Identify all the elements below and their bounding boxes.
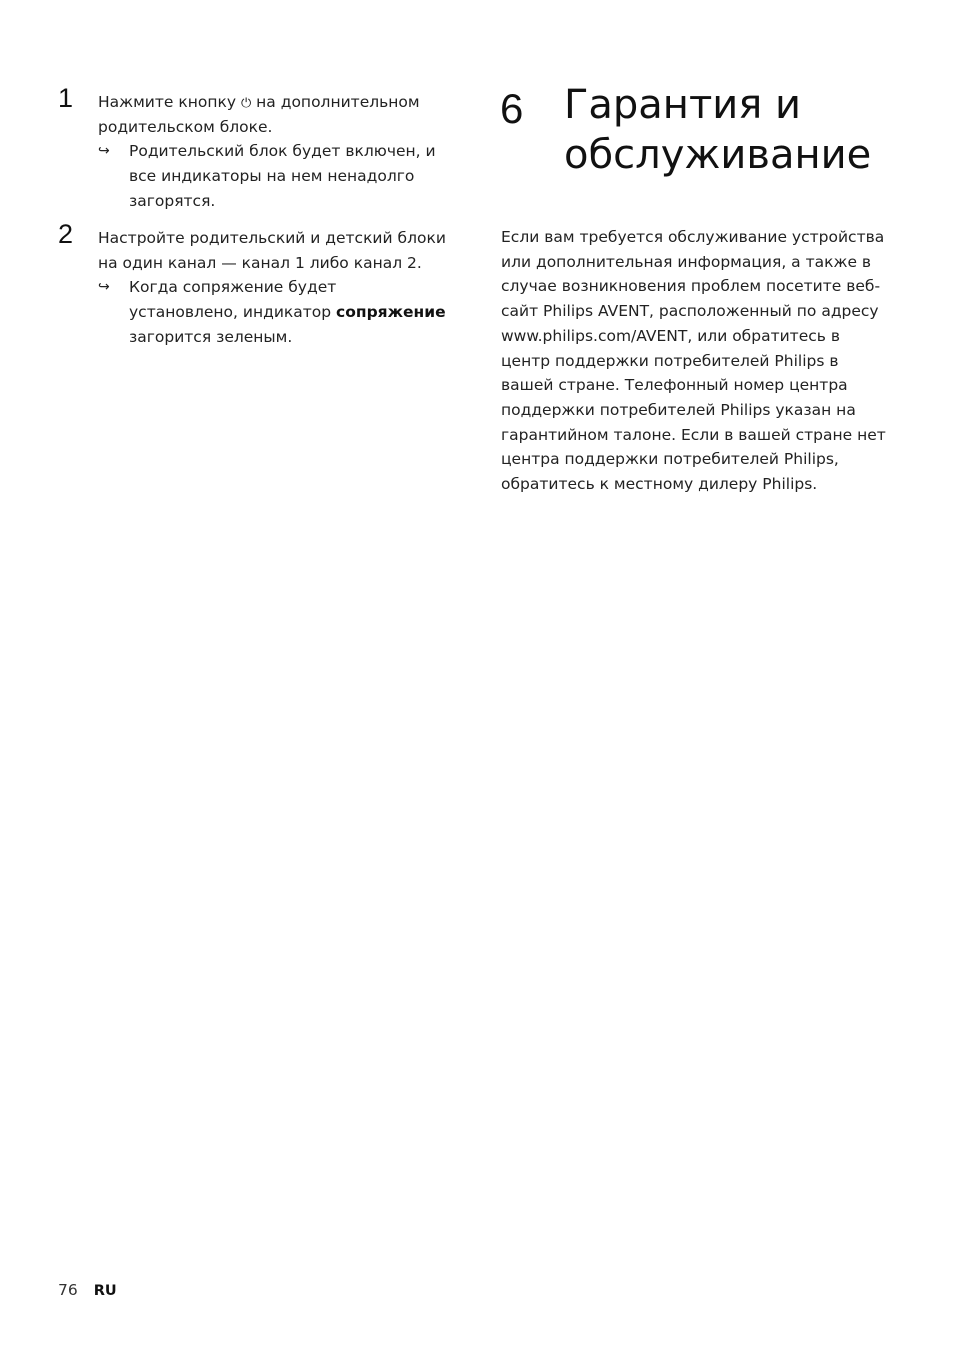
result-arrow-icon: ↪: [98, 279, 110, 296]
step-result: [98, 275, 448, 349]
chapter-title: Гарантия и обслуживание: [564, 82, 872, 178]
step-number: 1: [58, 83, 74, 113]
step-result-text: Когда сопряжение будет установлено, индикатор сопряжение загорится зеленым.: [129, 278, 446, 346]
page-footer: [58, 1279, 117, 1302]
step-number: 2: [58, 219, 74, 249]
step-instruction: [98, 226, 448, 350]
step-instruction: [98, 90, 448, 214]
language-code: RU: [93, 1283, 117, 1299]
step-result-text: Родительский блок будет включен, и все индикаторы на нем ненадолго загорятся.: [129, 142, 436, 210]
step-instruction-text: Нажмите кнопку ⏻ на дополнительном родительском блоке.: [98, 93, 420, 136]
warranty-paragraph: Если вам требуется обслуживание устройства или дополнительная информация, а также в случае возникновения проблем посетите веб-сайт Philips AVENT, расположенный по адресу www.philips.com/AVENT, или обратитесь в центр поддержки потребителей Philips в вашей стране. Телефонный номер центра поддержки потребителей Philips указан на гарантийном талоне. Если в вашей стране нет центра поддержки потребителей Philips, обратитесь к местному дилеру Philips.: [501, 228, 886, 494]
chapter-number: 6: [500, 85, 524, 132]
page-number: 76: [58, 1281, 78, 1299]
step-result: [98, 139, 448, 213]
power-icon: ⏻: [240, 96, 252, 111]
step-instruction-text: Настройте родительский и детский блоки на один канал — канал 1 либо канал 2.: [98, 229, 446, 272]
indicator-name: сопряжение: [336, 303, 446, 322]
result-arrow-icon: ↪: [98, 143, 110, 160]
